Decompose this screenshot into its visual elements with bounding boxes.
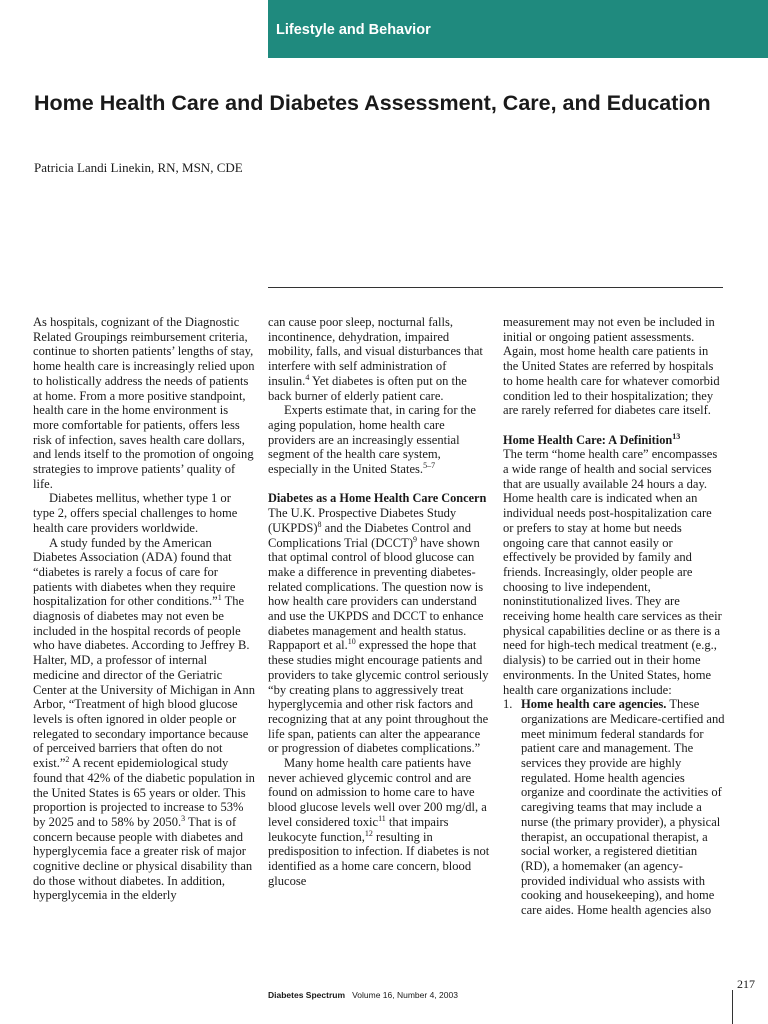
paragraph: The term “home health care” encompasses a wide range of health and social services that are usually available 24 hours a day. Home health care is indicated when an individual needs post-hospitalization care or prefers to stay at home but needs ongoing care that cannot easily or effectively be provided by family and friends. Increasingly, older people are choosing to live independent, noninstitutionalized lives. They are receiving home health care services as their physical capabilities decline or as there is a need for high-tech medical treatment (e.g., dialysis) to be carried out in their home environments. In the United States, home health care organizations include: bbox=[503, 447, 722, 697]
paragraph: The U.K. Prospective Diabetes Study (UKPDS)$^8$ and the Diabetes Control and Complications Trial (DCCT)$^9$ have shown that optimal control of blood glucose can make a difference in preventing diabetes-related complications. The question now is how health care providers can understand and use the UKPDS and DCCT to enhance diabetes management and health status. Rappaport et al.$^{10}$ expressed the hope that these studies might encourage patients and providers to take glycemic control seriously “by creating plans to aggressively treat hyperglycemia and other risk factors and recognizing that at any point throughout the life span, patients can alter the appearance or progression of diabetes complications.” bbox=[268, 506, 489, 756]
text-column-1 bbox=[33, 315, 255, 903]
paragraph: can cause poor sleep, nocturnal falls, incontinence, dehydration, impaired mobility, falls, and visual disturbances that interfere with self administration of insulin.$^4$ Yet diabetes is often put on the back burner of elderly patient care. bbox=[268, 315, 483, 403]
list-item-title: Home health care agencies. bbox=[521, 697, 667, 712]
reference-mark: 10 bbox=[347, 637, 356, 647]
reference-mark: 3 bbox=[181, 813, 186, 823]
paragraph: Experts estimate that, in caring for the aging population, home health care providers are an increasingly essential segment of the health care system, especially in the United States.$^{5-7}$ bbox=[268, 403, 476, 477]
text-column-2 bbox=[268, 315, 490, 888]
page-number: 217 bbox=[737, 977, 755, 991]
section-heading: Home Health Care: A Definition$^{13}$ bbox=[503, 431, 681, 447]
paragraph: A study funded by the American Diabetes Association (ADA) found that “diabetes is rarely a focus of care for patients with diabetes when they require hospitalization for other conditions.”$^1$ The diagnosis of diabetes may not even be included in the hospital records of people who have diabetes. According to Jeffrey B. Halter, MD, a professor of internal medicine and director of the Geriatric Center at the University of Michigan in Ann Arbor, “Treatment of high blood glucose levels is often ignored in older people or relegated to secondary importance because of perceived barriers that often do not exist.”$^2$ A recent epidemiological study found that 42% of the diabetic population in the United States is 65 years or older. This proportion is projected to increase to 53% by 2025 and to 58% by 2050.$^3$ That is of concern because people with diabetes and hyperglycemia face a greater risk of major cognitive decline or physical disability than do those without diabetes. In addition, hyperglycemia in the elderly bbox=[33, 535, 255, 903]
reference-mark: 9 bbox=[413, 534, 417, 544]
list-number: 1. bbox=[503, 697, 513, 712]
journal-footer bbox=[268, 990, 458, 1000]
column-divider-rule bbox=[268, 287, 723, 288]
journal-name: Diabetes Spectrum bbox=[268, 990, 345, 1000]
text-column-3 bbox=[503, 315, 725, 918]
author-byline: Patricia Landi Linekin, RN, MSN, CDE bbox=[34, 160, 243, 175]
paragraph: Diabetes mellitus, whether type 1 or type 2, offers special challenges to home health care providers worldwide. bbox=[33, 491, 238, 535]
paragraph: measurement may not even be included in initial or ongoing patient assessments. Again, most home health care patients in the United States are referred by hospitals to home health care for whatever comorbid condition led to their hospitalization; they are rarely referred for diabetes care itself. bbox=[503, 315, 720, 418]
reference-mark: 12 bbox=[364, 828, 373, 838]
reference-mark: 13 bbox=[672, 431, 681, 441]
page-number-rule bbox=[732, 990, 733, 1024]
list-item bbox=[503, 697, 725, 918]
section-banner bbox=[268, 0, 768, 58]
reference-mark: 2 bbox=[65, 754, 70, 764]
section-label: Lifestyle and Behavior bbox=[276, 22, 431, 38]
reference-mark: 1 bbox=[217, 593, 222, 603]
reference-mark: 8 bbox=[317, 519, 322, 529]
reference-mark: 11 bbox=[378, 813, 386, 823]
paragraph: Many home health care patients have never achieved glycemic control and are found on admission to home care to have blood glucose levels well over 200 mg/dl, a level considered toxic$^{11}$ that impairs leukocyte function,$^{12}$ resulting in predisposition to infection. If diabetes is not identified as a home care concern, blood glucose bbox=[268, 756, 490, 888]
journal-issue: Volume 16, Number 4, 2003 bbox=[352, 990, 458, 1000]
article-title: Home Health Care and Diabetes Assessment, Care, and Education bbox=[34, 91, 711, 115]
reference-mark: 4 bbox=[305, 372, 310, 382]
paragraph: As hospitals, cognizant of the Diagnostic Related Groupings reimbursement criteria, continue to shorten patients’ lengths of stay, home health care is increasingly relied upon to holistically address the needs of patients at home. From a more positive standpoint, health care in the home environment is more comfortable for patients, offers less risk of infection, saves health care dollars, and lends itself to the promotion of ongoing strategies to improve patients’ quality of life. bbox=[33, 315, 255, 491]
section-heading: Diabetes as a Home Health Care Concern bbox=[268, 491, 487, 506]
reference-mark: 5–7 bbox=[423, 460, 436, 470]
list-item-text: These organizations are Medicare-certified and meet minimum federal standards for patient care and management. The services they provide are highly regulated. Home health agencies organize and coordinate the activities of caregiving teams that may include a nurse (the primary provider), a physical therapist, an occupational therapist, a social worker, a registered dietitian (RD), a homemaker (an agency-provided individual who assists with cooking and housekeeping), and home care aides. Home health agencies also bbox=[521, 697, 725, 918]
